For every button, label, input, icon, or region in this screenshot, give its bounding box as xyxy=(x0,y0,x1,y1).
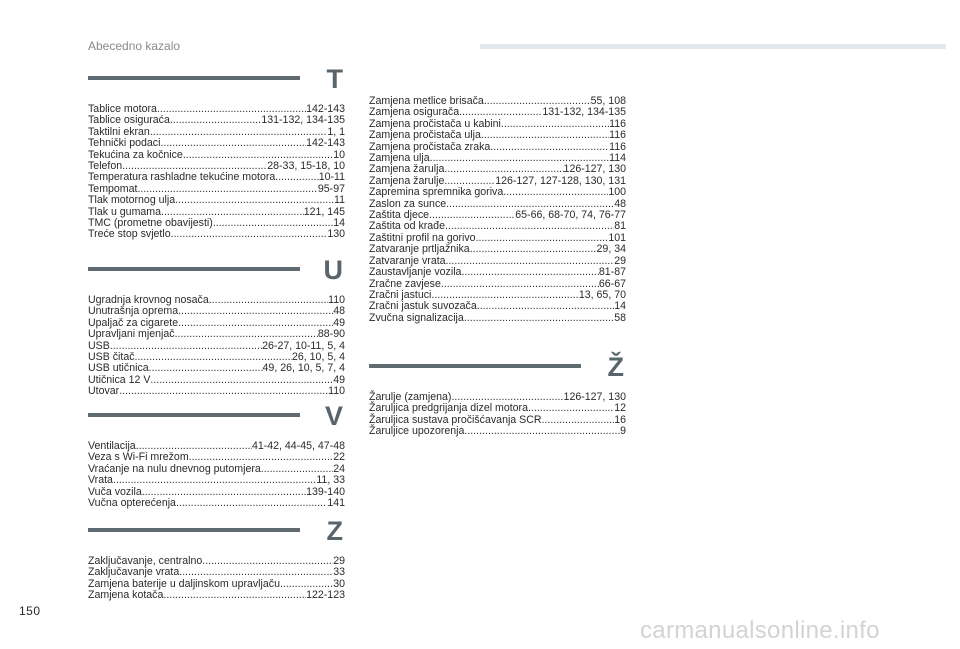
section-header xyxy=(88,64,345,104)
entry-topic: Taktilni ekran xyxy=(88,125,150,138)
index-entry xyxy=(88,375,345,386)
entry-pages: 126-127, 130 xyxy=(563,391,626,403)
entry-topic: Zamjena osigurača xyxy=(369,106,460,119)
entry-pages: 14 xyxy=(614,300,626,313)
entry-topic: USB čitač xyxy=(88,351,135,364)
entry-topic: Zamjena kotača xyxy=(88,589,164,602)
entry-topic: Upravljani mjenjač xyxy=(88,328,175,341)
entry-pages: 142-143 xyxy=(306,103,345,115)
dot-leader xyxy=(476,233,609,244)
section-rule xyxy=(88,413,300,417)
entry-pages: 141 xyxy=(327,497,345,510)
entry-topic: Unutrašnja oprema xyxy=(88,305,179,318)
entry-topic: Tablice osiguraća xyxy=(88,114,170,127)
entry-pages: 81-87 xyxy=(598,266,626,279)
entry-pages: 29, 34 xyxy=(596,243,626,256)
entry-topic: Zvučna signalizacija xyxy=(369,311,464,324)
entry-pages: 9 xyxy=(620,425,626,438)
index-entry xyxy=(88,498,345,509)
entry-pages: 49, 26, 10, 5, 7, 4 xyxy=(262,362,345,375)
entry-topic: Tehnički podaci xyxy=(88,137,161,150)
entry-pages: 66-67 xyxy=(598,277,626,290)
entry-topic: TMC (prometne obavijesti) xyxy=(88,217,213,230)
entry-topic: Utičnica 12 V xyxy=(88,373,151,386)
dot-leader xyxy=(461,267,598,278)
entry-pages: 114 xyxy=(609,152,626,165)
entry-pages: 41-42, 44-45, 47-48 xyxy=(251,440,345,452)
section-title: Abecedno kazalo xyxy=(88,39,181,53)
dot-leader xyxy=(464,426,620,437)
entry-topic: Tekućina za kočnice xyxy=(88,148,183,161)
section-rule xyxy=(369,364,581,368)
dot-leader xyxy=(209,295,328,306)
dot-leader xyxy=(113,475,316,486)
index-section-t xyxy=(88,64,345,241)
entry-pages: 122-123 xyxy=(306,589,345,602)
entry-topic: Telefon xyxy=(88,160,123,173)
entry-topic: Temperatura rashladne tekućine motora xyxy=(88,171,276,184)
dot-leader xyxy=(119,386,328,397)
entry-pages: 130 xyxy=(327,228,345,241)
dot-leader xyxy=(171,229,328,240)
entry-pages: 101 xyxy=(608,231,626,244)
section-rule xyxy=(88,528,300,532)
entry-pages: 16 xyxy=(614,413,626,426)
entry-pages: 65-66, 68-70, 74, 76-77 xyxy=(515,209,626,222)
index-entry xyxy=(88,386,345,397)
entry-pages: 13, 65, 70 xyxy=(578,288,626,301)
entry-pages: 49 xyxy=(333,316,345,329)
entry-pages: 110 xyxy=(328,294,345,306)
dot-leader xyxy=(501,119,609,130)
entry-pages: 14 xyxy=(333,217,345,230)
page-number: 150 xyxy=(19,604,41,618)
entry-topic: Žarulje (zamjena) xyxy=(369,391,452,403)
entry-topic: Tempomat xyxy=(88,182,138,195)
entry-topic: Zaštitni profil na gorivo xyxy=(369,231,476,244)
entry-pages: 48 xyxy=(614,197,626,210)
index-entries xyxy=(88,441,345,509)
entry-pages: 24 xyxy=(333,462,345,475)
entry-pages: 55, 108 xyxy=(590,95,626,107)
index-section-v xyxy=(88,401,345,510)
entry-topic: Tlak motornog ulja xyxy=(88,194,176,207)
entry-topic: Zaključavanje vrata xyxy=(88,566,180,579)
entry-pages: 22 xyxy=(333,451,345,464)
entry-pages: 131-132, 134-135 xyxy=(261,114,345,127)
index-entry xyxy=(88,329,345,340)
index-entries xyxy=(369,392,626,438)
dot-leader xyxy=(150,375,333,386)
entry-topic: Ventilacija xyxy=(88,440,136,452)
entry-topic: Vučna opterećenja xyxy=(88,497,176,510)
entry-topic: Zaštita djece xyxy=(369,209,430,222)
entry-pages: 58 xyxy=(614,311,626,324)
entry-pages: 100 xyxy=(608,186,626,199)
header-bar xyxy=(480,44,946,49)
index-section-zh xyxy=(369,352,626,438)
entry-topic: Upaljač za cigarete xyxy=(88,316,179,329)
entry-topic: Žaruljica predgrijanja dizel motora xyxy=(369,402,528,415)
entry-pages: 48 xyxy=(333,305,345,318)
entry-pages: 142-143 xyxy=(306,137,345,150)
entry-topic: Ugradnja krovnog nosača xyxy=(88,294,209,306)
entry-topic: Zračne zavjese xyxy=(369,277,441,290)
entry-topic: Zaključavanje, centralno xyxy=(88,555,203,567)
entry-pages: 29 xyxy=(333,555,345,567)
entry-pages: 10-11 xyxy=(318,171,345,184)
dot-leader xyxy=(470,244,597,255)
index-section-u xyxy=(88,255,345,398)
dot-leader xyxy=(176,498,327,509)
entry-pages: 26-27, 10-11, 5, 4 xyxy=(262,339,345,352)
index-entry xyxy=(88,464,345,475)
dot-leader xyxy=(170,115,261,126)
dot-leader xyxy=(477,301,614,312)
entry-topic: Zamjena ulja xyxy=(369,152,430,165)
dot-leader xyxy=(175,329,318,340)
entry-pages: 110 xyxy=(328,385,345,398)
dot-leader xyxy=(446,256,615,267)
entry-topic: Tlak u gumama xyxy=(88,205,162,218)
entry-topic: Vraćanje na nulu dnevnog putomjera xyxy=(88,462,261,475)
section-rule xyxy=(88,76,300,80)
entry-topic: Zamjena pročistača u kabini xyxy=(369,117,501,130)
section-letter: Ž xyxy=(607,352,624,382)
index-entry xyxy=(369,187,626,198)
dot-leader xyxy=(490,142,609,153)
entry-pages: 121, 145 xyxy=(303,205,345,218)
entry-topic: Zamjena baterije u daljinskom upravljaču xyxy=(88,577,280,590)
entry-pages: 30 xyxy=(333,577,345,590)
entry-topic: Žaruljica sustava pročišćavanja SCR xyxy=(369,413,542,426)
dot-leader xyxy=(160,138,306,149)
watermark: carmanualsonline.info xyxy=(640,617,880,644)
section-header xyxy=(88,401,345,441)
dot-leader xyxy=(178,318,333,329)
entry-topic: Zatvaranje vrata xyxy=(369,254,446,267)
dot-leader xyxy=(213,218,333,229)
section-letter: Z xyxy=(326,516,343,546)
entry-topic: USB xyxy=(88,339,110,352)
index-entry xyxy=(88,195,345,206)
entry-pages: 33 xyxy=(333,566,345,579)
entry-topic: Vuča vozila xyxy=(88,485,142,498)
section-letter: V xyxy=(324,401,343,431)
entry-pages: 116 xyxy=(609,117,626,130)
index-entry xyxy=(88,138,345,149)
section-letter: U xyxy=(323,255,343,285)
dot-leader xyxy=(175,195,334,206)
index-entry xyxy=(88,590,345,601)
index-entry xyxy=(88,475,345,486)
index-entry xyxy=(369,244,626,255)
entry-topic: USB utičnica xyxy=(88,362,149,375)
entry-topic: Treće stop svjetlo xyxy=(88,228,171,241)
dot-leader xyxy=(163,590,306,601)
index-entry xyxy=(369,301,626,312)
entry-topic: Zamjena žarulje xyxy=(369,174,445,187)
entry-pages: 95-97 xyxy=(317,182,345,195)
index-entries xyxy=(369,96,626,324)
index-section-z-continued xyxy=(369,96,626,324)
entry-topic: Veza s Wi-Fi mrežom xyxy=(88,451,189,464)
section-header xyxy=(369,352,626,392)
entry-topic: Zračni jastuk suvozača xyxy=(369,300,477,313)
entry-topic: Zamjena pročistača zraka xyxy=(369,140,491,153)
index-entry xyxy=(369,426,626,437)
entry-pages: 116 xyxy=(609,140,626,153)
entry-pages: 49 xyxy=(333,373,345,386)
entry-pages: 88-90 xyxy=(317,328,345,341)
entry-pages: 11, 33 xyxy=(316,474,345,487)
section-header xyxy=(88,516,345,556)
entry-topic: Žaruljice upozorenja xyxy=(369,425,465,438)
section-rule xyxy=(88,267,300,271)
entry-topic: Zamjena metlice brisača xyxy=(369,95,484,107)
index-entries xyxy=(88,295,345,398)
entry-pages: 26, 10, 5, 4 xyxy=(291,351,345,364)
index-entries xyxy=(88,104,345,241)
entry-pages: 1, 1 xyxy=(327,125,345,138)
index-entries xyxy=(88,556,345,602)
index-entry xyxy=(369,267,626,278)
dot-leader xyxy=(481,130,609,141)
index-entry xyxy=(369,313,626,324)
entry-pages: 81 xyxy=(614,220,626,233)
dot-leader xyxy=(202,556,333,567)
entry-topic: Tablice motora xyxy=(88,103,157,115)
entry-topic: Zaslon za sunce xyxy=(369,197,447,210)
entry-pages: 28-33, 15-18, 10 xyxy=(267,160,345,173)
entry-pages: 139-140 xyxy=(306,485,345,498)
section-header xyxy=(88,255,345,295)
dot-leader xyxy=(178,306,333,317)
entry-topic: Zaštita od krađe xyxy=(369,220,445,233)
entry-topic: Zapremina spremnika goriva xyxy=(369,186,504,199)
entry-pages: 116 xyxy=(609,129,626,142)
index-entry xyxy=(369,130,626,141)
dot-leader xyxy=(150,127,328,138)
entry-topic: Zamjena žarulja xyxy=(369,163,445,176)
entry-pages: 126-127, 130 xyxy=(563,163,626,176)
dot-leader xyxy=(441,279,599,290)
dot-leader xyxy=(464,313,614,324)
entry-topic: Zaustavljanje vozila xyxy=(369,266,462,279)
entry-pages: 126-127, 127-128, 130, 131 xyxy=(495,174,626,187)
entry-topic: Vrata xyxy=(88,474,113,487)
dot-leader xyxy=(542,415,615,426)
index-section-z xyxy=(88,516,345,602)
entry-pages: 11 xyxy=(334,194,345,207)
entry-pages: 12 xyxy=(614,402,626,415)
entry-topic: Zračni jastuci xyxy=(369,288,432,301)
entry-topic: Utovar xyxy=(88,385,120,398)
entry-pages: 10 xyxy=(333,148,345,161)
section-letter: T xyxy=(326,64,343,94)
dot-leader xyxy=(503,187,608,198)
index-entry xyxy=(88,229,345,240)
entry-pages: 131-132, 134-135 xyxy=(542,106,626,119)
entry-topic: Zamjena pročistača ulja xyxy=(369,129,481,142)
entry-pages: 29 xyxy=(614,254,626,267)
dot-leader xyxy=(275,172,318,183)
entry-topic: Zatvaranje prtljažnika xyxy=(369,243,470,256)
dot-leader xyxy=(149,363,263,374)
